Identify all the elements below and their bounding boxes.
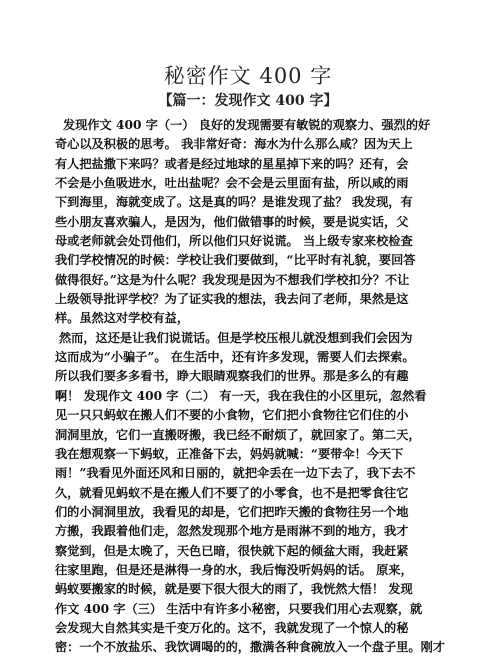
text-line: 密：一个不放盐乐、我饮调喝的的，撒满各种食碗放入一个盘子里。刚才	[55, 640, 445, 655]
text-line: 们的小洞洞里放，我看见的却是，它们把昨天搬的食物往另一个地	[55, 504, 409, 519]
text-line: 不会是小鱼吸进水，吐出盐呢？会不会是云里面有盐，所以咸的雨	[55, 176, 409, 191]
text-line: 我在想观察一下蚂蚁，正准备下去，妈妈就喊：“要带伞！今天下	[55, 446, 404, 461]
text-line: 母或老师就会处罚他们，所以他们只好说谎。 当上级专家来校检查	[55, 234, 413, 249]
text-line: 有人把盐撒下来吗？或者是经过地球的星星掉下来的吗？还有，会	[55, 156, 409, 171]
text-line: 这而成为“小骗子”。 在生活中，还有许多发现，需要人们去探索。	[55, 350, 415, 365]
text-line: 所以我们要多多看书，睁大眼睛观察我们的世界。那是多么的有趣	[55, 369, 409, 384]
text-line: 发现作文 400 字（一） 良好的发现需要有敏锐的观察力、强烈的好	[63, 118, 431, 132]
body-text	[55, 116, 445, 658]
text-line: 奇心以及积极的思考。 我非常好奇：海水为什么那么咸？因为天上	[55, 137, 413, 152]
text-line: 样。虽然这对学校有益，	[55, 311, 190, 326]
text-line: 察觉到，但是太晚了，天色已暗，很快就下起的倾盆大雨，我赶紧	[55, 543, 409, 558]
text-line: 方搬，我跟着他们走，忽然发现那个地方是雨淋不到的地方，我才	[55, 524, 409, 539]
text-line: 上级领导批评学校？为了证实我的想法，我去问了老师，果然是这	[55, 292, 409, 307]
text-line: 下到海里，海就变成了。这是真的吗？是谁发现了盐？ 我发现，有	[55, 195, 413, 210]
text-line: 我们学校情况的时候：学校让我们要做到，“比平时有礼貌，要回答	[55, 253, 416, 268]
text-line: 啊！ 发现作文 400 字（二） 有一天，我在我住的小区里玩，忽然看	[55, 388, 427, 403]
text-line: 会发现大自然其实是千变万化的。这不，我就发现了一个惊人的秘	[55, 620, 409, 635]
text-line: 作文 400 字（三） 生活中有许多小秘密，只要我们用心去观察，就	[55, 601, 423, 616]
text-line: 往家里跑，但是还是淋得一身的水，我后悔没听妈妈的话。 原来，	[55, 562, 413, 577]
text-line: 些小朋友喜欢骗人，是因为，他们做错事的时候，要是说实话，父	[55, 214, 409, 229]
document-title: 秘密作文 400 字	[163, 64, 333, 88]
text-line: 然而，这还是让我们说谎话。但是学校压根儿就没想到我们会因为	[59, 330, 413, 345]
section-heading: 【篇一：发现作文 400 字】	[158, 93, 338, 109]
text-line: 见一只只蚂蚁在搬人们不要的小食物，它们把小食物往它们住的小	[55, 408, 409, 423]
text-line: 雨！”我看见外面还风和日丽的，就把伞丢在一边下去了，我下去不	[55, 466, 416, 481]
text-line: 洞洞里放，它们一直搬呀搬，我已经不耐烦了，就回家了。第二天，	[55, 427, 421, 442]
text-line: 久，就看见蚂蚁不是在搬人们不要了的小零食，也不是把零食往它	[55, 485, 409, 500]
text-line: 做得很好。”这是为什么呢？我发现是因为不想我们学校扣分？不让	[55, 272, 410, 287]
text-line: 蚂蚁要搬家的时候，就是要下很大很大的雨了，我恍然大悟！ 发现	[55, 582, 413, 597]
